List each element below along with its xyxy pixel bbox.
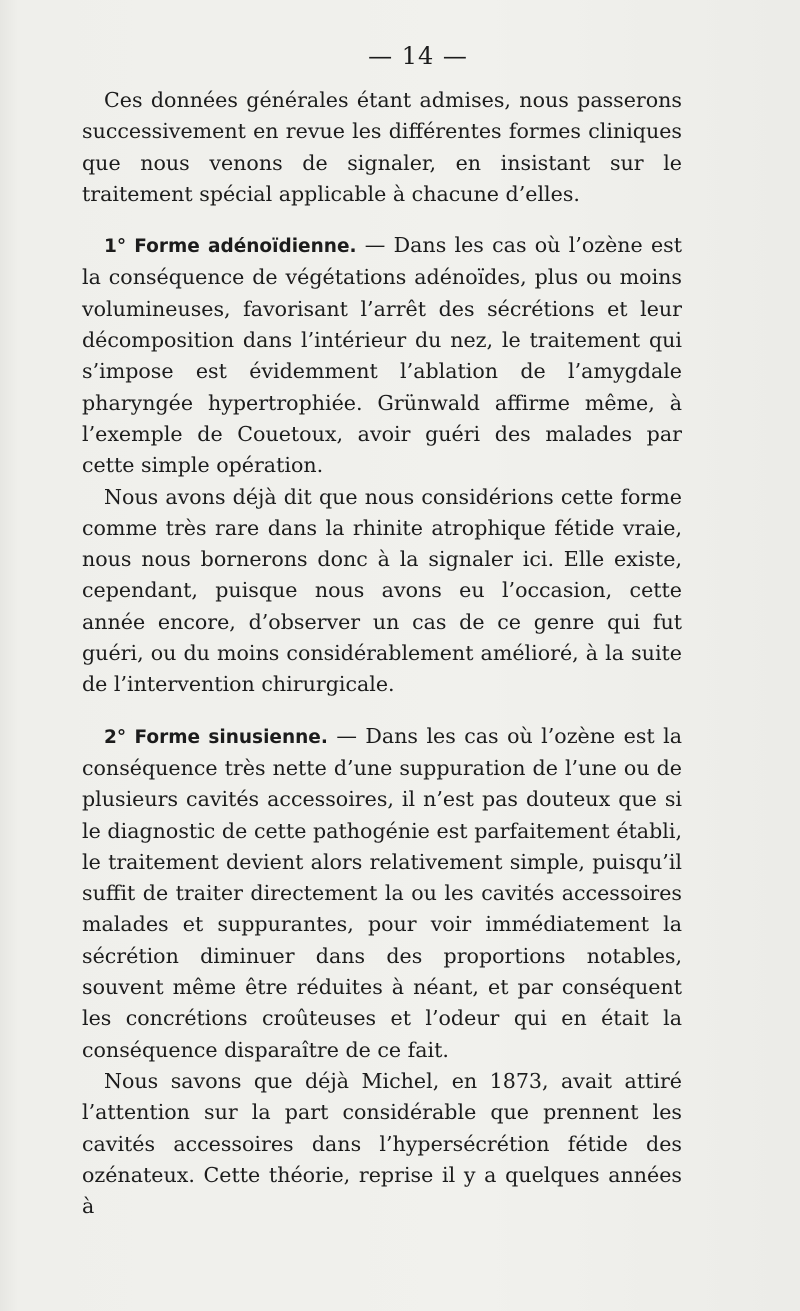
paragraph-text: — Dans les cas où l’ozène est la conséquence de végétations adénoïdes, plus ou moins volumineuses, favorisant l’arrêt des sécrétions et leur décomposition dans l’intérieur du nez, le traitement qui s’impose est évidemment l’ablation de l’amygdale pharyngée hypertrophiée. Grünwald affirme même, à l’exemple de Couetoux, avoir guéri des malades par cette simple opération.	[82, 233, 682, 478]
paragraph-adenoid-form	[82, 230, 682, 481]
paragraph-text: Ces données générales étant admises, nous passerons successivement en revue les différentes formes cliniques que nous venons de signaler, en insistant sur le traitement spécial applicable à chacune d’elles.	[82, 88, 682, 206]
paragraph-michel	[82, 1066, 682, 1222]
section-heading-sinus: 2° Forme sinusienne.	[104, 726, 328, 748]
paragraph-sinus-form	[82, 721, 682, 1066]
page-number: — 14 —	[368, 42, 468, 70]
section-heading-adenoid: 1° Forme adénoïdienne.	[104, 236, 357, 258]
paragraph-adenoid-rarity	[82, 482, 682, 701]
body-text	[82, 85, 682, 1222]
paragraph-intro	[82, 85, 682, 210]
paragraph-text: — Dans les cas où l’ozène est la conséquence très nette d’une suppuration de l’une ou de plusieurs cavités accessoires, il n’est pas douteux que si le diagnostic de cette pathogénie est parfaitement établi, le traitement devient alors relativement simple, puisqu’il suffit de traiter directement la ou les cavités accessoires malades et suppurantes, pour voir immédiatement la sécrétion diminuer dans des proportions notables, souvent même être réduites à néant, et par conséquent les concrétions croûteuses et l’odeur qui en était la conséquence disparaître de ce fait.	[82, 723, 682, 1062]
paragraph-text: Nous savons que déjà Michel, en 1873, avait attiré l’attention sur la part considérable que prennent les cavités accessoires dans l’hypersécrétion fétide des ozénateux. Cette théorie, reprise il y a quelques années à	[82, 1068, 682, 1219]
paragraph-text: Nous avons déjà dit que nous considérions cette forme comme très rare dans la rhinite atrophique fétide vraie, nous nous bornerons donc à la signaler ici. Elle existe, cependant, puisque nous avons eu l’occasion, cette année encore, d’observer un cas de ce genre qui fut guéri, ou du moins considérablement amélioré, à la suite de l’intervention chirurgicale.	[82, 484, 682, 697]
